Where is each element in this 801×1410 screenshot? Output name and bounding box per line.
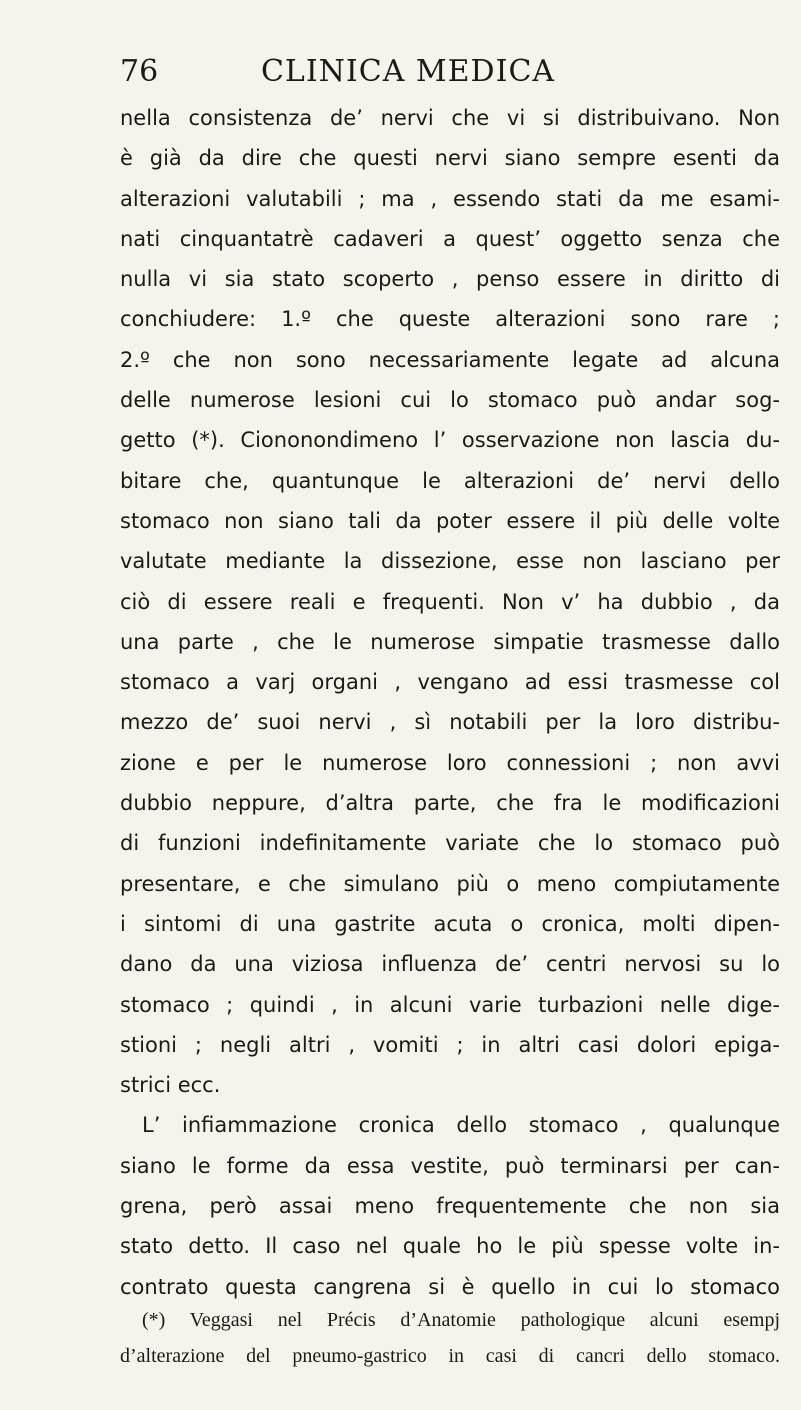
text-line: una parte , che le numerose simpatie trasmesse dallo — [120, 629, 780, 654]
text-line: nulla vi sia stato scoperto , penso essere in diritto di — [120, 267, 780, 292]
text-line: i sintomi di una gastrite acuta o cronica, molti dipen- — [120, 911, 780, 936]
text-line: presentare, e che simulano più o meno compiutamente — [120, 871, 780, 896]
page-number: 76 — [120, 54, 159, 89]
text-line: siano le forme da essa vestite, può terminarsi per can- — [120, 1153, 780, 1178]
running-head: CLINICA MEDICA — [260, 54, 556, 89]
text-line: getto (*). Ciononondimeno l’ osservazione non lascia du- — [120, 428, 780, 453]
text-line: bitare che, quantunque le alterazioni de’ nervi dello — [120, 468, 780, 493]
text-line: stomaco ; quindi , in alcuni varie turbazioni nelle dige- — [120, 992, 780, 1017]
text-line: alterazioni valutabili ; ma , essendo stati da me esami- — [120, 186, 780, 211]
text-line: delle numerose lesioni cui lo stomaco può andar sog- — [120, 388, 780, 413]
text-line: conchiudere: 1.º che queste alterazioni sono rare ; — [120, 307, 780, 332]
text-line: stomaco a varj organi , vengano ad essi trasmesse col — [120, 670, 780, 695]
footnote-line: (*) Veggasi nel Précis d’Anatomie pathologique alcuni esempj — [142, 1309, 780, 1331]
text-line: strici ecc. — [120, 1073, 221, 1098]
text-line: ciò di essere reali e frequenti. Non v’ ha dubbio , da — [120, 589, 780, 614]
text-line: stato detto. Il caso nel quale ho le più spesse volte in- — [120, 1234, 780, 1259]
text-line: stioni ; negli altri , vomiti ; in altri casi dolori epiga- — [120, 1032, 780, 1057]
text-line: zione e per le numerose loro connessioni ; non avvi — [120, 750, 780, 775]
text-line: è già da dire che questi nervi siano sempre esenti da — [120, 146, 780, 171]
text-line: L’ infiammazione cronica dello stomaco , qualunque — [142, 1113, 780, 1138]
page-header — [108, 48, 708, 92]
text-line: valutate mediante la dissezione, esse non lasciano per — [120, 549, 780, 574]
body-text — [120, 98, 780, 1307]
text-line: dubbio neppure, d’altra parte, che fra le modificazioni — [120, 791, 780, 816]
text-line: contrato questa cangrena si è quello in cui lo stomaco — [120, 1274, 780, 1299]
text-line: di funzioni indefinitamente variate che lo stomaco può — [120, 831, 780, 856]
text-line: dano da una viziosa influenza de’ centri nervosi su lo — [120, 952, 780, 977]
footnote-line: d’alterazione del pneumo-gastrico in casi di cancri dello stomaco. — [120, 1345, 780, 1367]
text-line: stomaco non siano tali da poter essere il più delle volte — [120, 508, 780, 533]
text-line: mezzo de’ suoi nervi , sì notabili per la loro distribu- — [120, 710, 780, 735]
text-line: nati cinquantatrè cadaveri a quest’ oggetto senza che — [120, 226, 780, 251]
text-line: nella consistenza de’ nervi che vi si distribuivano. Non — [120, 106, 780, 130]
footnote — [120, 1302, 780, 1374]
text-line: grena, però assai meno frequentemente che non sia — [120, 1194, 780, 1219]
text-line: 2.º che non sono necessariamente legate ad alcuna — [120, 347, 780, 372]
